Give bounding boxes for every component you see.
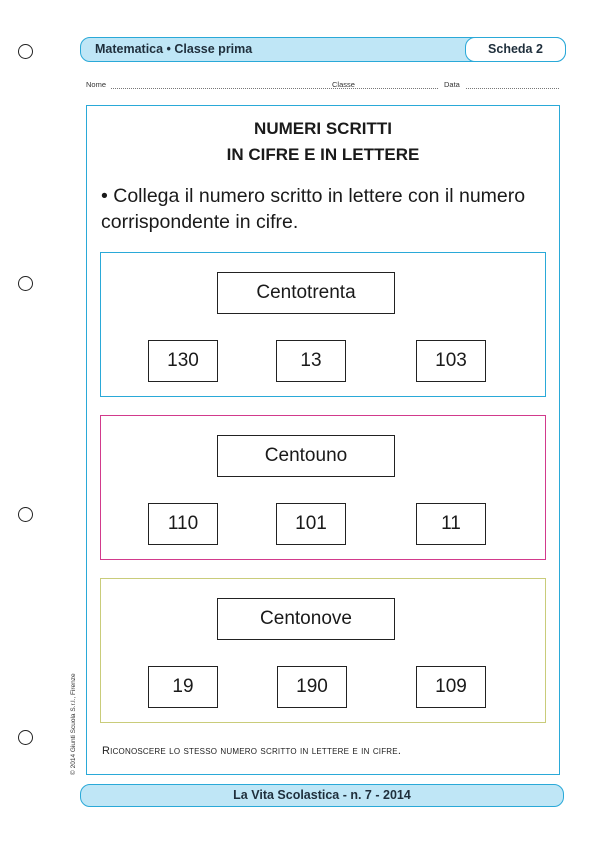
number-box[interactable]: 13: [276, 340, 346, 382]
copyright-note: © 2014 Giunti Scuola S.r.l., Firenze: [70, 673, 77, 775]
title-line-2: IN CIFRE E IN LETTERE: [226, 145, 420, 164]
number-box[interactable]: 109: [416, 666, 486, 708]
name-label: Nome: [86, 80, 107, 89]
match-group-1: [100, 252, 546, 397]
match-group-2: [100, 415, 546, 560]
number-box[interactable]: 11: [416, 503, 486, 545]
binder-hole: [18, 730, 33, 745]
learning-objective: Riconoscere lo stesso numero scritto in lettere e in cifre.: [102, 745, 402, 757]
date-line[interactable]: [466, 88, 559, 89]
binder-hole: [18, 44, 33, 59]
number-box[interactable]: 19: [148, 666, 218, 708]
sheet-label: Scheda 2: [488, 42, 543, 56]
title-line-1: NUMERI SCRITTI: [254, 119, 392, 138]
number-box[interactable]: 103: [416, 340, 486, 382]
subject-label: Matematica • Classe prima: [95, 42, 253, 56]
footer-label: La Vita Scolastica - n. 7 - 2014: [233, 788, 411, 802]
footer-bar: [80, 784, 564, 807]
number-box[interactable]: 110: [148, 503, 218, 545]
number-box[interactable]: 130: [148, 340, 218, 382]
date-label: Data: [444, 80, 460, 89]
match-group-3: [100, 578, 546, 723]
class-label: Classe: [332, 80, 355, 89]
word-box[interactable]: Centouno: [217, 435, 395, 477]
word-box[interactable]: Centonove: [217, 598, 395, 640]
binder-hole: [18, 276, 33, 291]
number-box[interactable]: 190: [277, 666, 347, 708]
number-box[interactable]: 101: [276, 503, 346, 545]
class-line[interactable]: [361, 88, 438, 89]
instruction-text: • Collega il numero scritto in lettere con il numero corrispondente in cifre.: [101, 185, 526, 233]
word-box[interactable]: Centotrenta: [217, 272, 395, 314]
binder-hole: [18, 507, 33, 522]
sheet-tab: [465, 37, 566, 62]
